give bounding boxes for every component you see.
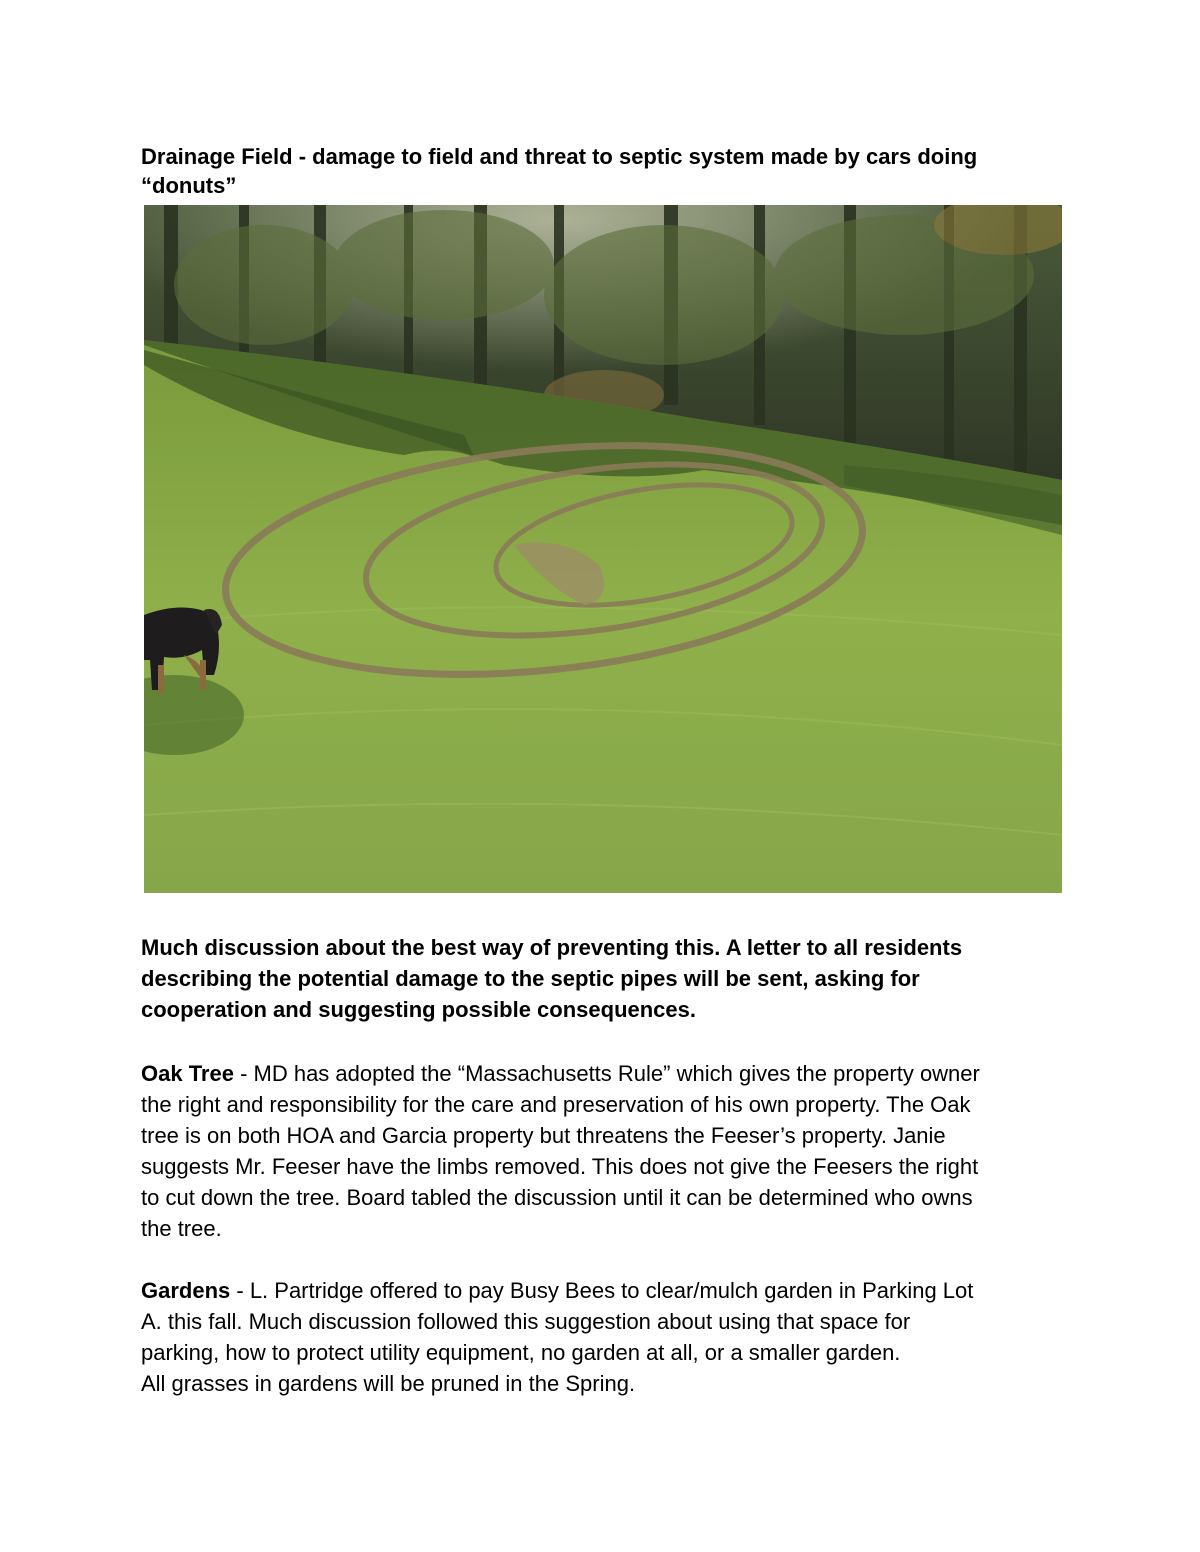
paragraph-line: the right and responsibility for the care and preservation of his own property. The Oak xyxy=(141,1092,971,1117)
paragraph-line: A. this fall. Much discussion followed this suggestion about using that space for xyxy=(141,1309,911,1334)
oak-tree-first-line: - MD has adopted the “Massachusetts Rule” which gives the property owner xyxy=(233,1061,980,1086)
gardens-first-line: - L. Partridge offered to pay Busy Bees to clear/mulch garden in Parking Lot xyxy=(230,1278,974,1303)
gardens-term: Gardens xyxy=(141,1278,231,1303)
paragraph-line: to cut down the tree. Board tabled the discussion until it can be determined who owns xyxy=(141,1185,973,1210)
paragraph-line: tree is on both HOA and Garcia property but threatens the Feeser’s property. Janie xyxy=(141,1123,946,1148)
discussion-paragraph xyxy=(141,932,1081,1025)
heading-line: Drainage Field - damage to field and threat to septic system made by cars doing xyxy=(141,144,978,169)
drainage-field-photo xyxy=(144,205,1062,893)
photo-illustration xyxy=(144,205,1062,893)
paragraph-line: cooperation and suggesting possible consequences. xyxy=(141,997,696,1022)
oak-tree-paragraph xyxy=(141,1058,1081,1244)
section-heading-drainage-field xyxy=(141,142,1071,200)
paragraph-line: All grasses in gardens will be pruned in the Spring. xyxy=(141,1371,636,1396)
gardens-paragraph xyxy=(141,1275,1081,1399)
oak-tree-term: Oak Tree xyxy=(141,1061,234,1086)
paragraph-line xyxy=(141,1058,1081,1089)
heading-line: “donuts” xyxy=(141,173,237,198)
paragraph-line: parking, how to protect utility equipment, no garden at all, or a smaller garden. xyxy=(141,1340,901,1365)
paragraph-line: suggests Mr. Feeser have the limbs removed. This does not give the Feesers the right xyxy=(141,1154,979,1179)
paragraph-line xyxy=(141,1275,1081,1306)
paragraph-line: describing the potential damage to the septic pipes will be sent, asking for xyxy=(141,966,920,991)
paragraph-line: the tree. xyxy=(141,1216,222,1241)
paragraph-line: Much discussion about the best way of preventing this. A letter to all residents xyxy=(141,935,963,960)
